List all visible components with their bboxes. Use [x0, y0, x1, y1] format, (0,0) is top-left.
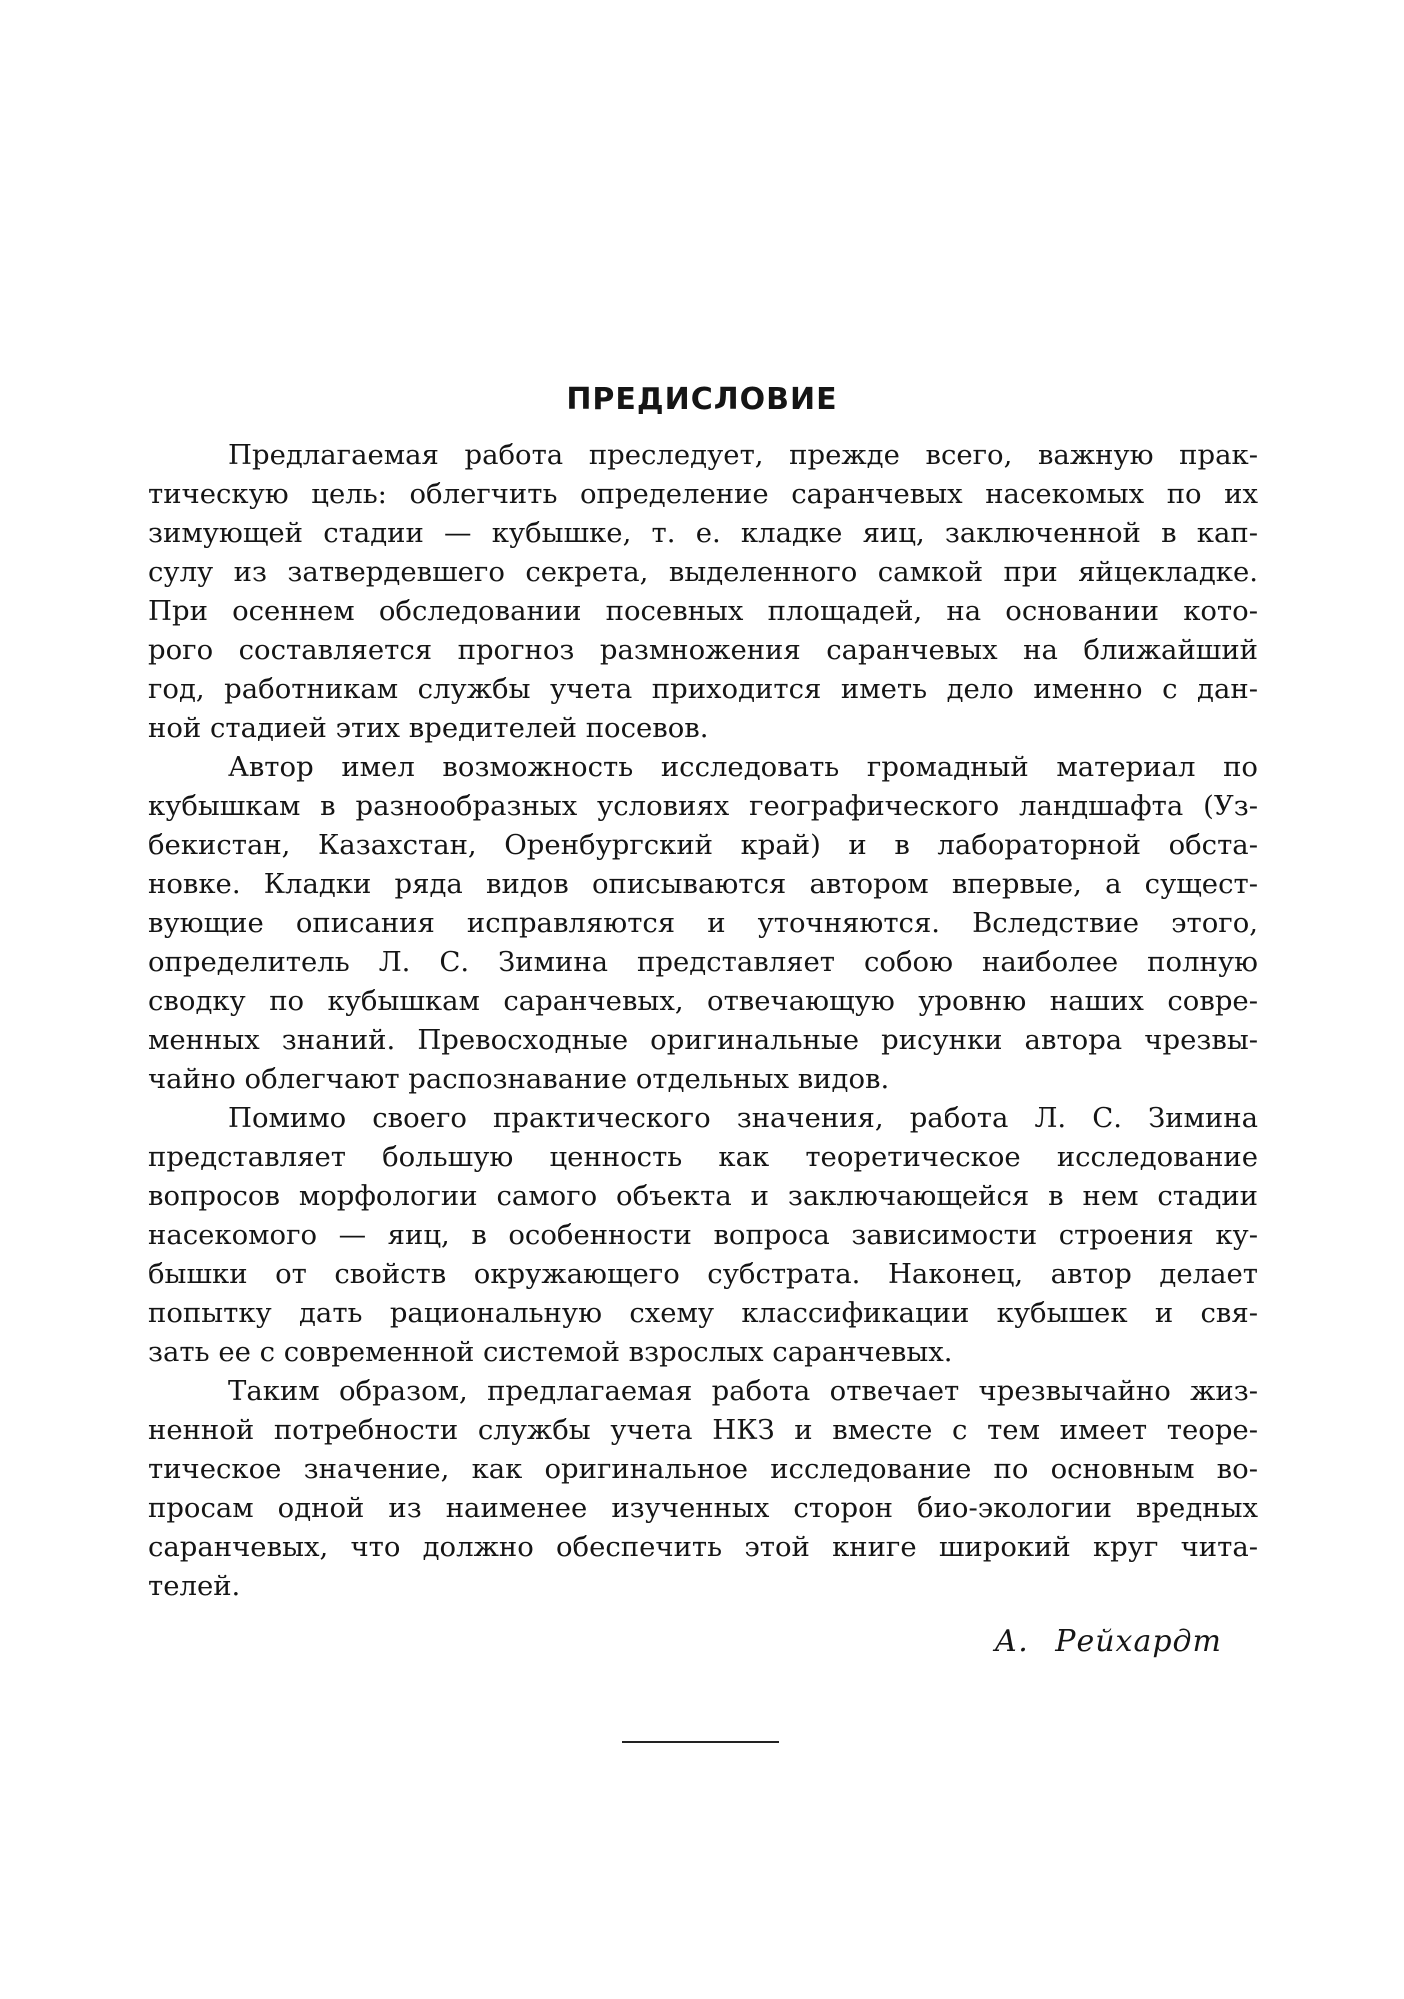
- text-line: тическое значение, как оригинальное исследование по основным во-: [148, 1453, 1258, 1485]
- author-signature: А. Рейхардт: [994, 1624, 1222, 1659]
- text-line: бышки от свойств окружающего субстрата. Наконец, автор делает: [148, 1258, 1258, 1290]
- text-line: просам одной из наименее изученных сторон био-экологии вредных: [148, 1492, 1258, 1524]
- text-line: новке. Кладки ряда видов описываются автором впервые, а сущест-: [148, 868, 1258, 900]
- text-line: ненной потребности службы учета НКЗ и вместе с тем имеет теоре-: [148, 1414, 1258, 1446]
- text-line: год, работникам службы учета приходится иметь дело именно с дан-: [148, 673, 1258, 705]
- text-line: сулу из затвердевшего секрета, выделенного самкой при яйцекладке.: [148, 556, 1258, 588]
- text-line: кубышкам в разнообразных условиях географического ландшафта (Уз-: [148, 790, 1258, 822]
- text-line: вопросов морфологии самого объекта и заключающейся в нем стадии: [148, 1180, 1258, 1212]
- paragraph: [148, 748, 1258, 1099]
- text-line: насекомого — яиц, в особенности вопроса зависимости строения ку-: [148, 1219, 1258, 1251]
- text-line: Помимо своего практического значения, работа Л. С. Зимина: [228, 1102, 1258, 1134]
- text-line: Автор имел возможность исследовать громадный материал по: [228, 751, 1258, 783]
- text-line: определитель Л. С. Зимина представляет собою наиболее полную: [148, 946, 1258, 978]
- text-line: Таким образом, предлагаемая работа отвечает чрезвычайно жиз-: [228, 1375, 1258, 1407]
- preface-body: [148, 436, 1258, 1606]
- text-line: тическую цель: облегчить определение саранчевых насекомых по их: [148, 478, 1258, 510]
- text-line: сводку по кубышкам саранчевых, отвечающую уровню наших совре-: [148, 985, 1258, 1017]
- text-line: Предлагаемая работа преследует, прежде всего, важную прак-: [228, 439, 1258, 471]
- text-line: зать ее с современной системой взрослых саранчевых.: [148, 1336, 953, 1368]
- paragraph: [148, 1099, 1258, 1372]
- text-line: саранчевых, что должно обеспечить этой книге широкий круг чита-: [148, 1531, 1258, 1563]
- text-line: зимующей стадии — кубышке, т. е. кладке яиц, заключенной в кап-: [148, 517, 1258, 549]
- paragraph: [148, 1372, 1258, 1606]
- text-line: менных знаний. Превосходные оригинальные рисунки автора чрезвы-: [148, 1024, 1258, 1056]
- paragraph: [148, 436, 1258, 748]
- text-line: попытку дать рациональную схему классификации кубышек и свя-: [148, 1297, 1258, 1329]
- text-line: рого составляется прогноз размножения саранчевых на ближайший: [148, 634, 1258, 666]
- text-line: вующие описания исправляются и уточняются. Вследствие этого,: [148, 907, 1258, 939]
- text-line: чайно облегчают распознавание отдельных видов.: [148, 1063, 890, 1095]
- page-title: ПРЕДИСЛОВИЕ: [566, 382, 838, 417]
- text-line: При осеннем обследовании посевных площадей, на основании кото-: [148, 595, 1258, 627]
- text-line: телей.: [148, 1570, 241, 1602]
- text-line: бекистан, Казахстан, Оренбургский край) и в лабораторной обста-: [148, 829, 1258, 861]
- text-line: представляет большую ценность как теоретическое исследование: [148, 1141, 1258, 1173]
- closing-rule: [622, 1741, 779, 1743]
- text-line: ной стадией этих вредителей посевов.: [148, 712, 709, 744]
